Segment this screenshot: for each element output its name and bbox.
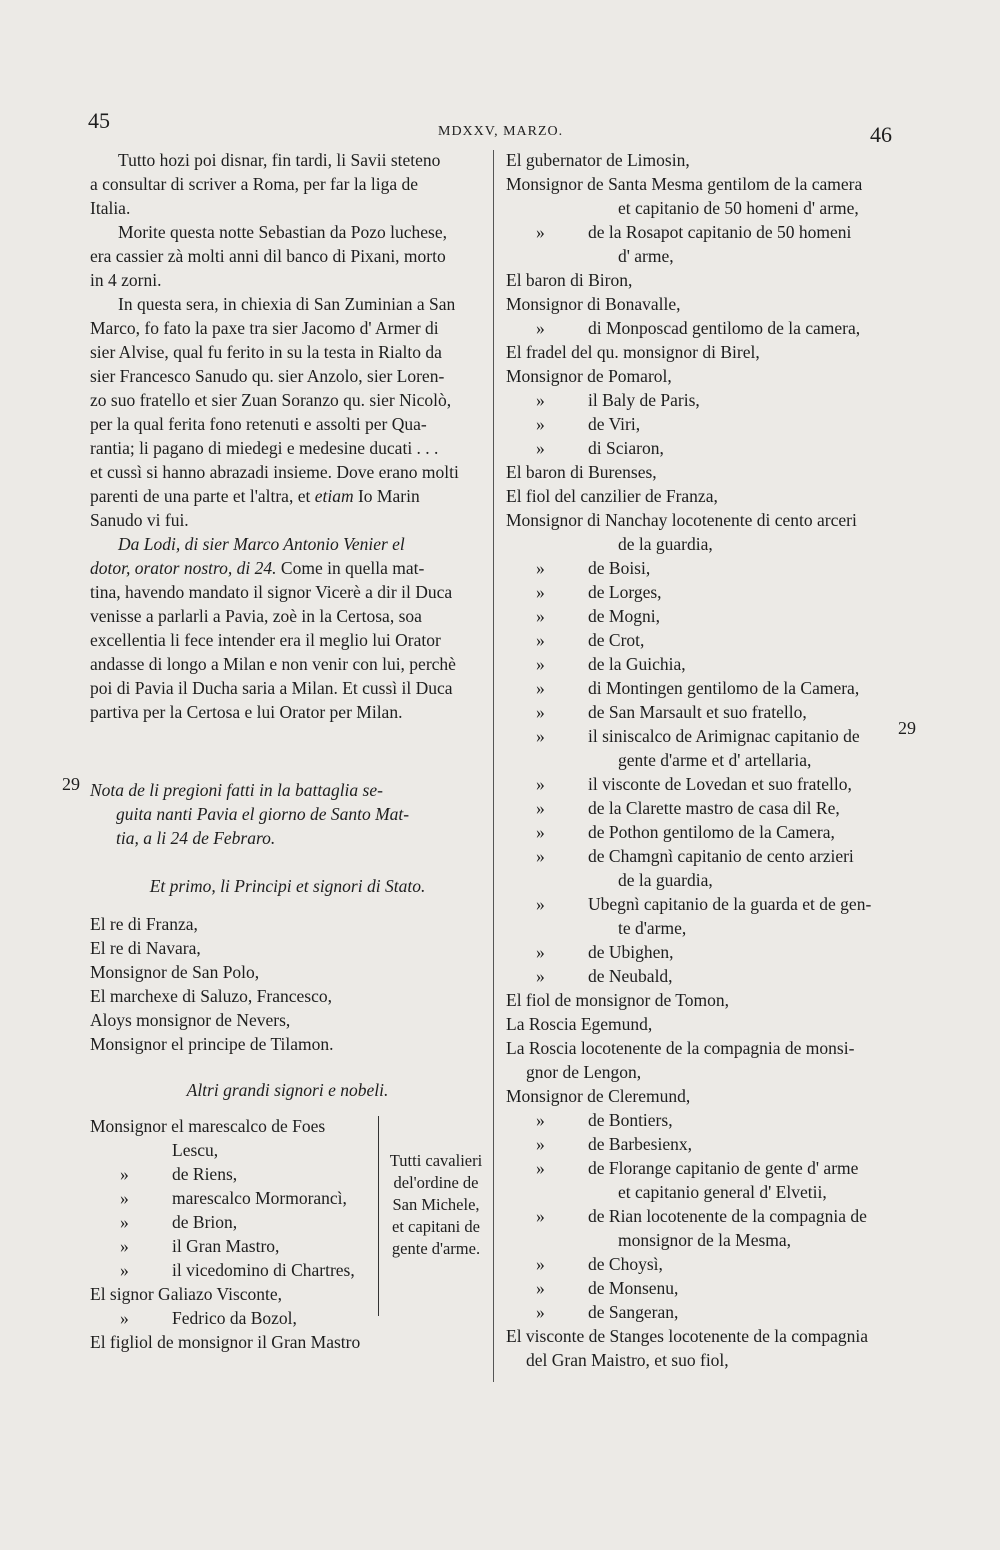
ditto-mark: »: [536, 798, 545, 818]
list-item-text: de Chamgnì capitanio de cento arzieri: [588, 846, 854, 866]
text-line: rantia; li pagano di miedegi e medesine ducati . . .: [90, 438, 439, 458]
text-span: Come in quella mat-: [280, 558, 425, 578]
list-item-continuation: de la guardia,: [618, 534, 713, 554]
list-item: Monsignor el principe de Tilamon.: [90, 1034, 334, 1054]
paragraph-savii: [90, 148, 485, 220]
spacer: [90, 724, 485, 778]
list-item-text: di Sciaron,: [588, 438, 664, 458]
paragraph-lodi: [90, 532, 485, 724]
list-item-text: de Viri,: [588, 414, 641, 434]
list-item-text: de Crot,: [588, 630, 645, 650]
page-number-right: 46: [870, 122, 892, 147]
text-line: et cussì si hanno abrazadi insieme. Dove erano molti: [90, 462, 459, 482]
list-item: Monsignor de San Polo,: [90, 962, 260, 982]
text-line: Italia.: [90, 198, 131, 218]
text-line: Marco, fo fato la paxe tra sier Jacomo d' Armer di: [90, 318, 439, 338]
list-item-text: de la Guichia,: [588, 654, 686, 674]
list-item: [506, 1300, 891, 1324]
list-item-continuation: de la guardia,: [618, 870, 713, 890]
list-item: Monsignor de Pomarol,: [506, 366, 672, 386]
spacer: [90, 898, 485, 912]
list-item: El re di Franza,: [90, 914, 198, 934]
list-item: [506, 1276, 891, 1300]
text-line: [90, 484, 485, 508]
spacer: [90, 1102, 485, 1114]
running-head: MDXXV, MARZO.: [438, 124, 564, 139]
list-item-text: de Florange capitanio de gente d' arme: [588, 1158, 859, 1178]
ditto-mark: »: [536, 606, 545, 626]
text-span: Io Marin: [357, 486, 420, 506]
ditto-mark: »: [536, 1158, 545, 1178]
ditto-mark: »: [536, 702, 545, 722]
text-line: [90, 556, 485, 580]
list-item: [506, 940, 891, 964]
list-item: [506, 220, 891, 244]
ditto-mark: »: [536, 1278, 545, 1298]
list-item: [506, 820, 891, 844]
section-heading-altri: Altri grandi signori e nobeli.: [186, 1080, 389, 1100]
list-item-text: di Montingen gentilomo de la Camera,: [588, 678, 860, 698]
text-line: excellentia li fece intender era il meglio lui Orator: [90, 630, 441, 650]
left-column: [90, 148, 485, 1354]
list-item: [506, 1252, 891, 1276]
list-item: [506, 724, 891, 748]
list-item-text: de Bontiers,: [588, 1110, 673, 1130]
text-line: tina, havendo mandato il signor Vicerè a dir il Duca: [90, 582, 453, 602]
list-item-text: de Neubald,: [588, 966, 673, 986]
ditto-mark: »: [536, 774, 545, 794]
list-item-text: de la Clarette mastro de casa dil Re,: [588, 798, 840, 818]
list-item: [506, 1132, 891, 1156]
list-item: [506, 772, 891, 796]
list-item: [90, 1258, 485, 1282]
list-item-text: de Lorges,: [588, 582, 662, 602]
ditto-mark: »: [536, 438, 545, 458]
spacer: [90, 1056, 485, 1078]
list-item: El baron di Burenses,: [506, 462, 657, 482]
list-item-text: de Monsenu,: [588, 1278, 679, 1298]
list-item-text: de Sangeran,: [588, 1302, 679, 1322]
list-item: Monsignor de Santa Mesma gentilom de la camera: [506, 174, 863, 194]
text-line-italic: Nota de li pregioni fatti in la battaglia se-: [90, 780, 383, 800]
text-span-italic: etiam: [314, 486, 354, 506]
list-item-continuation: Lescu,: [172, 1140, 219, 1160]
text-line: Tutto hozi poi disnar, fin tardi, li Savii steteno: [118, 150, 441, 170]
list-item: El visconte de Stanges locotenente de la compagnia: [506, 1326, 869, 1346]
spacer: [90, 850, 485, 874]
list-item: [506, 1108, 891, 1132]
list-item: El fradel del qu. monsignor di Birel,: [506, 342, 760, 362]
list-item: [506, 964, 891, 988]
ditto-mark: »: [536, 222, 545, 242]
list-item: Aloys monsignor de Nevers,: [90, 1010, 291, 1030]
list-item: [506, 628, 891, 652]
paragraph-paxe: [90, 292, 485, 532]
ditto-mark: »: [536, 318, 545, 338]
list-item: La Roscia locotenente de la compagnia de monsi-: [506, 1038, 855, 1058]
list-item: [506, 388, 891, 412]
list-item: Monsignor di Bonavalle,: [506, 294, 681, 314]
list-item-continuation: gente d'arme et d' artellaria,: [618, 750, 812, 770]
list-item-text: de Rian locotenente de la compagnia de: [588, 1206, 867, 1226]
list-item: La Roscia Egemund,: [506, 1014, 653, 1034]
column-divider: [493, 150, 494, 1382]
list-item-text: il visconte de Lovedan et suo fratello,: [588, 774, 852, 794]
list-item: El baron di Biron,: [506, 270, 633, 290]
list-item-text: de Ubighen,: [588, 942, 674, 962]
list-item-text: il vicedomino di Chartres,: [172, 1260, 355, 1280]
list-item: El gubernator de Limosin,: [506, 150, 690, 170]
section-heading-principi: Et primo, li Principi et signori di Stato.: [149, 876, 426, 896]
ditto-mark: »: [536, 942, 545, 962]
list-item: [506, 412, 891, 436]
list-item: [506, 652, 891, 676]
list-item-continuation: et capitanio general d' Elvetii,: [618, 1182, 827, 1202]
list-item-continuation: d' arme,: [618, 246, 674, 266]
list-item-text: de la Rosapot capitanio de 50 homeni: [588, 222, 852, 242]
list-item: [506, 1156, 891, 1180]
list-item-continuation: monsignor de la Mesma,: [618, 1230, 792, 1250]
ditto-mark: »: [536, 966, 545, 986]
list-item-text: de Boisi,: [588, 558, 651, 578]
text-line: sier Alvise, qual fu ferito in su la testa in Rialto da: [90, 342, 442, 362]
bracket-note-line: del'ordine de: [393, 1173, 479, 1192]
text-line: Morite questa notte Sebastian da Pozo luchese,: [118, 222, 448, 242]
list-item: [506, 844, 891, 868]
ditto-mark: »: [536, 846, 545, 866]
ditto-mark: »: [120, 1308, 129, 1328]
text-line: era cassier zà molti anni dil banco di Pixani, morto: [90, 246, 446, 266]
ditto-mark: »: [120, 1188, 129, 1208]
text-line: venisse a parlarli a Pavia, zoè in la Certosa, soa: [90, 606, 422, 626]
list-item-text: il siniscalco de Arimignac capitanio de: [588, 726, 860, 746]
list-item-text: de Brion,: [172, 1212, 238, 1232]
ditto-mark: »: [536, 414, 545, 434]
list-item-text: de Choysì,: [588, 1254, 663, 1274]
ditto-mark: »: [536, 558, 545, 578]
ditto-mark: »: [120, 1236, 129, 1256]
ditto-mark: »: [120, 1212, 129, 1232]
ditto-mark: »: [536, 654, 545, 674]
list-item-text: de San Marsault et suo fratello,: [588, 702, 807, 722]
text-line: in 4 zorni.: [90, 270, 162, 290]
list-item: [506, 796, 891, 820]
page-header: [0, 108, 1000, 147]
list-principi: [90, 912, 485, 1056]
list-item: Monsignor de Cleremund,: [506, 1086, 691, 1106]
list-item: [506, 604, 891, 628]
list-item-text: de Riens,: [172, 1164, 238, 1184]
ditto-mark: »: [536, 894, 545, 914]
ditto-mark: »: [536, 390, 545, 410]
margin-number-right: 29: [898, 718, 916, 738]
list-item: [506, 700, 891, 724]
ditto-mark: »: [536, 1254, 545, 1274]
list-item: El signor Galiazo Visconte,: [90, 1284, 283, 1304]
list-item: [506, 1204, 891, 1228]
list-item-text: il Baly de Paris,: [588, 390, 700, 410]
bracket-note: [380, 1150, 492, 1260]
ditto-mark: »: [120, 1164, 129, 1184]
bracket-note-line: San Michele,: [392, 1195, 480, 1214]
list-item: El re di Navara,: [90, 938, 201, 958]
text-line-italic: Da Lodi, di sier Marco Antonio Venier el: [118, 534, 405, 554]
page-number-left: 45: [88, 108, 110, 133]
text-line: per la qual ferita fono retenuti e assolti per Qua-: [90, 414, 427, 434]
list-item-text: de Barbesienx,: [588, 1134, 692, 1154]
list-item-continuation: gnor de Lengon,: [526, 1062, 642, 1082]
list-item: [506, 436, 891, 460]
ditto-mark: »: [536, 678, 545, 698]
text-line: Sanudo vi fui.: [90, 510, 189, 530]
list-item-text: marescalco Mormorancì,: [172, 1188, 347, 1208]
ditto-mark: »: [120, 1260, 129, 1280]
ditto-mark: »: [536, 582, 545, 602]
ditto-mark: »: [536, 630, 545, 650]
margin-number-left: 29: [62, 774, 80, 794]
bracket-note-line: et capitani de: [392, 1217, 480, 1236]
text-line-italic: tia, a li 24 de Febraro.: [116, 828, 276, 848]
text-line: zo suo fratello et sier Zuan Soranzo qu. sier Nicolò,: [90, 390, 452, 410]
brace-bracket: [370, 1116, 379, 1316]
list-item: El fiol de monsignor de Tomon,: [506, 990, 730, 1010]
bracket-note-line: Tutti cavalieri: [389, 1151, 483, 1170]
list-item: El marchexe di Saluzo, Francesco,: [90, 986, 332, 1006]
list-item: Monsignor di Nanchay locotenente di cento arceri: [506, 510, 857, 530]
ditto-mark: »: [536, 726, 545, 746]
list-item-text: di Monposcad gentilomo de la camera,: [588, 318, 861, 338]
text-line: sier Francesco Sanudo qu. sier Anzolo, sier Loren-: [90, 366, 445, 386]
ditto-mark: »: [536, 1302, 545, 1322]
text-line: andasse di longo a Milan e non venir con lui, perchè: [90, 654, 456, 674]
text-line: a consultar di scriver a Roma, per far la liga de: [90, 174, 418, 194]
list-item: El fiol del canzilier de Franza,: [506, 486, 718, 506]
list-item: Monsignor el marescalco de Foes: [90, 1116, 326, 1136]
list-item-text: de Pothon gentilomo de la Camera,: [588, 822, 835, 842]
list-item-text: de Mogni,: [588, 606, 660, 626]
ditto-mark: »: [536, 822, 545, 842]
ditto-mark: »: [536, 1110, 545, 1130]
paragraph-sebastian: [90, 220, 485, 292]
text-line: poi di Pavia il Ducha saria a Milan. Et cussì il Duca: [90, 678, 453, 698]
list-item: [506, 556, 891, 580]
text-span-italic: dotor, orator nostro, di 24.: [90, 558, 277, 578]
text-line: partiva per la Certosa e lui Orator per Milan.: [90, 702, 403, 722]
list-item-text: Fedrico da Bozol,: [172, 1308, 297, 1328]
list-item-text: il Gran Mastro,: [172, 1236, 280, 1256]
list-item: [506, 580, 891, 604]
list-altri: [90, 1114, 485, 1354]
list-item: El figliol de monsignor il Gran Mastro: [90, 1332, 361, 1352]
list-item-continuation: del Gran Maistro, et suo fiol,: [526, 1350, 729, 1370]
bracket-note-line: gente d'arme.: [391, 1239, 481, 1258]
text-line: In questa sera, in chiexia di San Zuminian a San: [118, 294, 456, 314]
ditto-mark: »: [536, 1134, 545, 1154]
ditto-mark: »: [536, 1206, 545, 1226]
list-item-continuation: et capitanio de 50 homeni d' arme,: [618, 198, 859, 218]
text-span: parenti de una parte et l'altra, et: [90, 486, 311, 506]
list-item-text: Ubegnì capitanio de la guarda et de gen-: [588, 894, 872, 914]
list-item-continuation: te d'arme,: [618, 918, 687, 938]
right-column: [506, 148, 891, 1372]
nota-heading: [90, 778, 485, 850]
list-item: [506, 892, 891, 916]
list-item: [506, 316, 891, 340]
text-line-italic: guita nanti Pavia el giorno de Santo Mat-: [116, 804, 410, 824]
list-item: [90, 1306, 485, 1330]
list-item: [506, 676, 891, 700]
